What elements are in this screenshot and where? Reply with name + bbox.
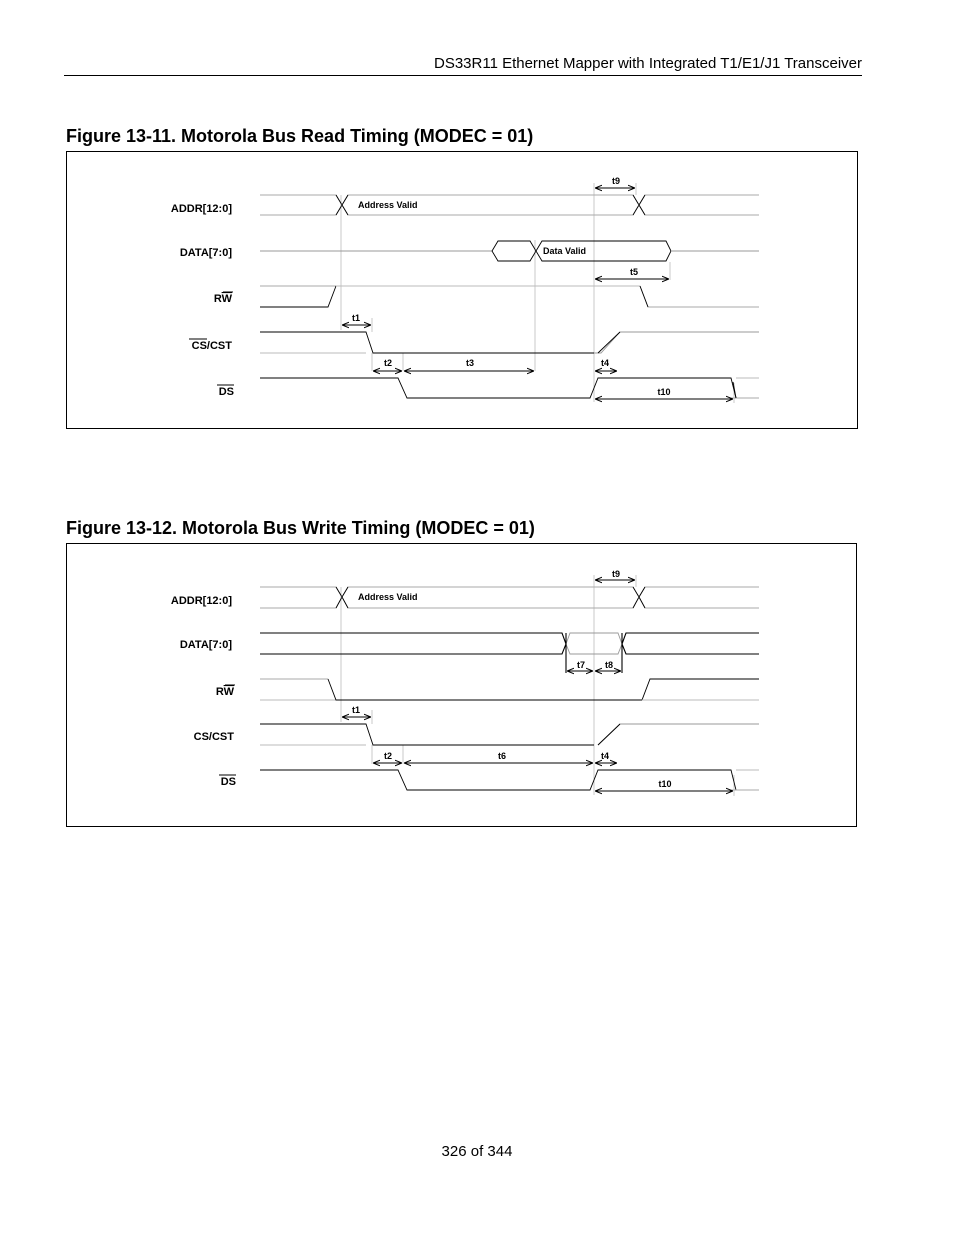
fig1-t4: t4 bbox=[600, 358, 610, 368]
fig2-t9: t9 bbox=[611, 569, 621, 579]
fig2-t7: t7 bbox=[576, 660, 586, 670]
figure2-title: Figure 13-12. Motorola Bus Write Timing (MODEC = 01) bbox=[66, 518, 535, 538]
fig1-reference-lines bbox=[341, 183, 734, 403]
fig2-rw-r: R bbox=[215, 686, 224, 698]
fig2-addr-label: ADDR[12:0] bbox=[170, 595, 232, 607]
fig2-t8: t8 bbox=[604, 660, 614, 670]
figure1-title: Figure 13-11. Motorola Bus Read Timing (MODEC = 01) bbox=[66, 126, 534, 146]
fig2-t4: t4 bbox=[600, 751, 610, 761]
fig1-t10: t10 bbox=[657, 387, 671, 397]
fig1-rw-r: R bbox=[213, 293, 222, 305]
fig2-cs-label: CS/CST bbox=[193, 731, 234, 743]
fig1-t9: t9 bbox=[611, 176, 621, 186]
fig2-timing-arrows bbox=[342, 580, 733, 791]
fig2-rw-label bbox=[216, 686, 235, 698]
fig1-t3: t3 bbox=[465, 358, 475, 368]
fig1-addr-label: ADDR[12:0] bbox=[170, 203, 232, 215]
figure1-diagram bbox=[171, 176, 759, 403]
fig2-address-valid: Address Valid bbox=[358, 592, 418, 602]
fig1-waveforms bbox=[260, 195, 759, 398]
page-header: DS33R11 Ethernet Mapper with Integrated T1/E1/J1 Transceiver bbox=[433, 55, 862, 72]
fig1-cs-label: CS/CST bbox=[191, 340, 232, 352]
fig2-waveforms bbox=[260, 587, 759, 790]
fig2-data-label: DATA[7:0] bbox=[179, 639, 232, 651]
fig2-t10: t10 bbox=[658, 779, 672, 789]
fig1-t5: t5 bbox=[629, 267, 639, 277]
fig2-t6: t6 bbox=[497, 751, 507, 761]
fig2-ds-label: DS bbox=[220, 776, 236, 788]
fig1-data-valid: Data Valid bbox=[543, 246, 587, 256]
fig1-ds-label: DS bbox=[218, 386, 234, 398]
fig1-t1: t1 bbox=[351, 313, 361, 323]
fig1-rw-label bbox=[214, 293, 233, 305]
fig2-t1: t1 bbox=[351, 705, 361, 715]
fig1-address-valid: Address Valid bbox=[358, 200, 418, 210]
figure2-diagram bbox=[171, 569, 759, 796]
page-number: 326 of 344 bbox=[441, 1143, 513, 1160]
fig1-timing-arrows bbox=[342, 188, 733, 399]
fig1-data-label: DATA[7:0] bbox=[179, 247, 232, 259]
fig2-t2: t2 bbox=[383, 751, 393, 761]
fig1-rw-w: W bbox=[221, 293, 232, 305]
fig1-t2: t2 bbox=[383, 358, 393, 368]
fig2-rw-w: W bbox=[223, 686, 234, 698]
